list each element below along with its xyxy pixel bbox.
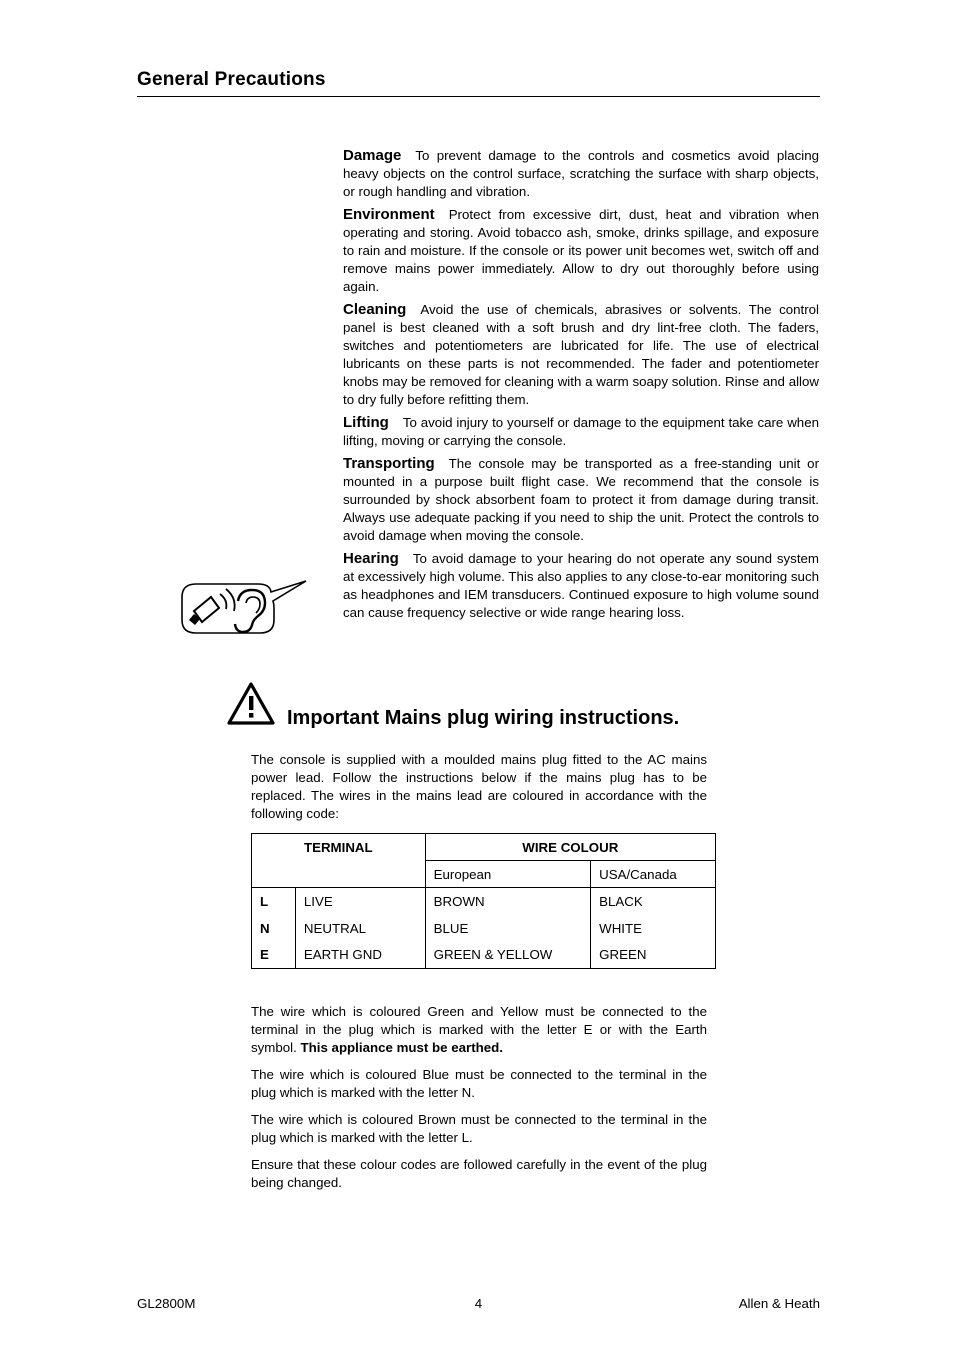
warning-triangle-icon [226, 680, 276, 728]
precaution-heading: Environment [343, 206, 435, 223]
precaution-text: To avoid injury to yourself or damage to the equipment take care when lifting, moving or carrying the console. [343, 415, 819, 448]
subheader-european: European [425, 861, 591, 888]
precaution-text: Protect from excessive dirt, dust, heat and vibration when operating and storing. Avoid tobacco ash, smoke, drinks spillage, and exposure to rain and moisture. If the console or its power unit becomes wet, switch off and remove mains power immediately. Allow to dry out thoroughly before using again. [343, 207, 819, 294]
precaution-text: To avoid damage to your hearing do not operate any sound system at excessively high volume. This also applies to any close-to-ear monitoring such as headphones and IEM transducers. Continued exposure to high volume sound can cause frequency selective or wide range hearing loss. [343, 551, 819, 620]
table-row-live [252, 888, 716, 915]
precaution-damage [343, 147, 819, 201]
paragraph-text: The wire which is coloured Green and Yellow must be connected to the terminal in the plug which is marked with the letter E or with the Earth symbol. [251, 1004, 707, 1055]
precaution-text: The console may be transported as a free-standing unit or mounted in a purpose built flight case. We recommend that the console is surrounded by shock absorbent foam to protect it from damage during transit. Always use adequate packing if you need to ship the unit. Protect the controls to avoid damage when moving the console. [343, 456, 819, 543]
paragraph-text: The wire which is coloured Brown must be connected to the terminal in the plug which is marked with the letter L. [251, 1112, 707, 1145]
precaution-heading: Hearing [343, 550, 399, 567]
terminal-name-cell: NEUTRAL [295, 915, 425, 942]
precaution-heading: Lifting [343, 414, 389, 431]
wiring-table [251, 833, 716, 969]
usa-colour-cell: BLACK [591, 888, 716, 915]
usa-colour-cell: WHITE [591, 915, 716, 942]
table-row-neutral [252, 915, 716, 942]
footer-brand: Allen & Heath [738, 1296, 820, 1311]
wire-green-yellow-paragraph [251, 1003, 707, 1057]
mains-intro-paragraph: The console is supplied with a moulded mains plug fitted to the AC mains power lead. Follow the instructions below if the mains plug has to be replaced. The wires in the mains lead are coloured in accordance with the following code: [251, 752, 707, 821]
page-title: General Precautions [137, 69, 326, 90]
page-footer [137, 1296, 820, 1311]
wire-brown-paragraph [251, 1111, 707, 1147]
mains-section-title: Important Mains plug wiring instructions. [287, 707, 680, 729]
precaution-lifting [343, 414, 819, 450]
exclamation-bar [249, 696, 253, 710]
european-colour-cell: BLUE [425, 915, 591, 942]
speech-bubble-icon [174, 576, 310, 640]
terminal-name-cell: EARTH GND [295, 942, 425, 969]
footer-page-number: 4 [474, 1296, 483, 1311]
precautions-section [343, 147, 819, 627]
terminal-letter-cell: E [252, 942, 296, 969]
terminal-letter-cell: L [252, 888, 296, 915]
european-colour-cell: BROWN [425, 888, 591, 915]
usa-colour-cell: GREEN [591, 942, 716, 969]
precaution-environment [343, 206, 819, 296]
paragraph-bold-text: This appliance must be earthed. [300, 1040, 503, 1055]
subheader-usa-canada: USA/Canada [591, 861, 716, 888]
warning-triangle-svg [226, 680, 276, 728]
footer-model: GL2800M [137, 1296, 196, 1311]
column-header-wire-colour: WIRE COLOUR [425, 834, 715, 861]
precaution-hearing [343, 550, 819, 622]
precaution-heading: Cleaning [343, 301, 407, 318]
precaution-text: To prevent damage to the controls and cosmetics avoid placing heavy objects on the control surface, scratching the surface with sharp objects, or rough handling and vibration. [343, 148, 819, 199]
precaution-cleaning [343, 301, 819, 409]
table-header-row [252, 834, 716, 861]
paragraph-text: Ensure that these colour codes are followed carefully in the event of the plug being changed. [251, 1157, 707, 1190]
precaution-transporting [343, 455, 819, 545]
precaution-text: Avoid the use of chemicals, abrasives or solvents. The control panel is best cleaned with a soft brush and dry lint-free cloth. The faders, switches and potentiometers are lubricated for life. The use of electrical lubricants on these parts is not recommended. The fader and potentiometer knobs may be removed for cleaning with a warm soapy solution. Rinse and allow to dry fully before refitting them. [343, 302, 819, 407]
exclamation-dot [249, 713, 253, 718]
paragraph-text: The wire which is coloured Blue must be connected to the terminal in the plug which is marked with the letter N. [251, 1067, 707, 1100]
precaution-heading: Damage [343, 147, 402, 164]
terminal-letter-cell: N [252, 915, 296, 942]
wire-blue-paragraph [251, 1066, 707, 1102]
table-row-earth [252, 942, 716, 969]
hearing-warning-icon [174, 576, 310, 640]
european-colour-cell: GREEN & YELLOW [425, 942, 591, 969]
precaution-heading: Transporting [343, 455, 435, 472]
wiring-instructions-paragraphs [251, 1003, 707, 1201]
colour-codes-paragraph [251, 1156, 707, 1192]
column-header-terminal: TERMINAL [252, 834, 426, 888]
terminal-name-cell: LIVE [295, 888, 425, 915]
title-underline [137, 96, 820, 97]
